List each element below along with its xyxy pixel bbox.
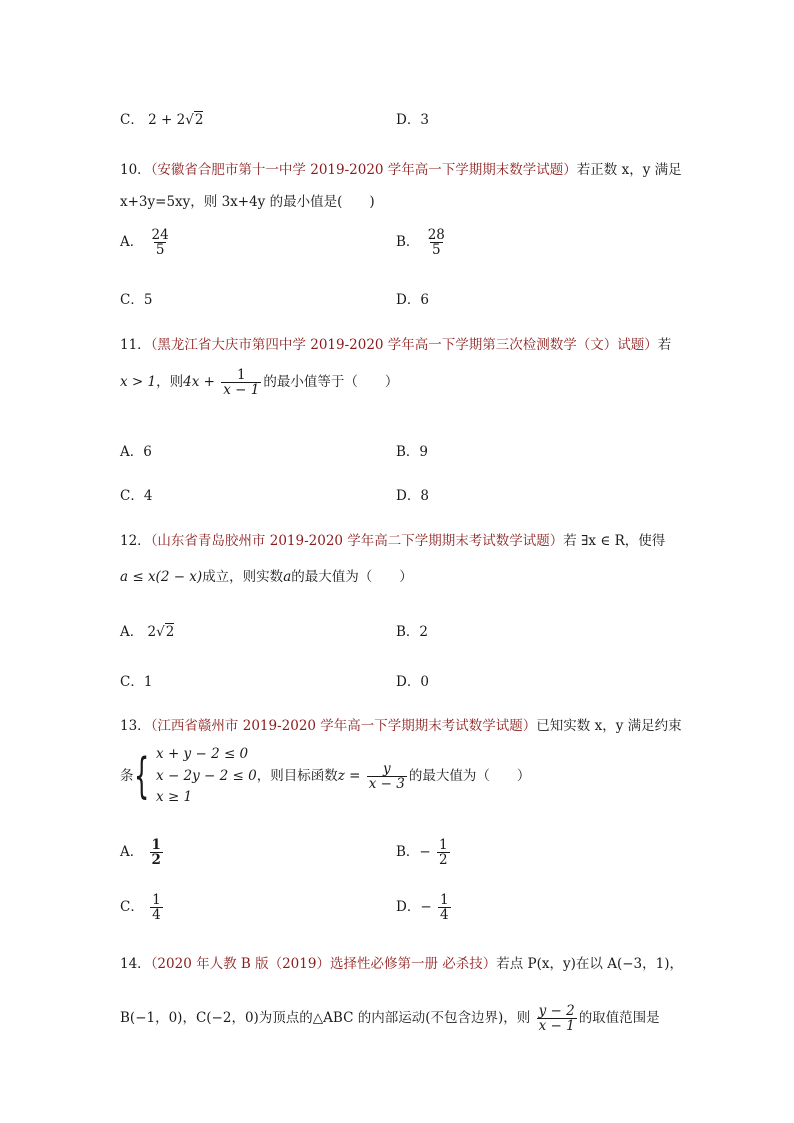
q13-constraints: x + y − 2 ≤ 0 x − 2y − 2 ≤ 0 x ≥ 1 (156, 746, 257, 806)
q13-source: （江西省赣州市 2019-2020 学年高一下学期期末考试数学试题） (150, 718, 537, 734)
q13-option-a: A． $\frac{1}{2}$ (120, 837, 161, 869)
q13-stem-line2: 条{ x + y − 2 ≤ 0 x − 2y − 2 ≤ 0 x ≥ 1 ，则目标函数z = $\frac{y}{x - 3}$ 的最大值为（ ） (120, 744, 530, 809)
q10-stem-line1: 10．（安徽省合肥市第十一中学 2019-2020 学年高一下学期期末数学试题）若正数 x，y 满足 (120, 162, 682, 178)
q12-option-a: A． 2√2 (120, 624, 175, 640)
q10-option-a: A． $\frac{24}{5}$ (120, 227, 169, 259)
q11-stem-line1: 11．（黑龙江省大庆市第四中学 2019-2020 学年高一下学期第三次检测数学（文）试题）若 (120, 337, 672, 353)
q14-stem-line1: 14．（2020 年人教 B 版（2019）选择性必修第一册 必杀技）若点 P(x，y)在以 A(−3，1)， (120, 956, 683, 972)
q12-stem-line1: 12．（山东省青岛胶州市 2019-2020 学年高二下学期期末考试数学试题）若 ∃x ∈ R，使得 (120, 533, 666, 549)
q10-option-b: B． $\frac{28}{5}$ (396, 227, 445, 259)
q10-source: （安徽省合肥市第十一中学 2019-2020 学年高一下学期期末数学试题） (150, 162, 577, 178)
q11-source: （黑龙江省大庆市第四中学 2019-2020 学年高一下学期第三次检测数学（文）试题） (150, 337, 658, 353)
q13-option-c: C． $\frac{1}{4}$ (120, 892, 161, 924)
q11-option-b: B．9 (396, 444, 429, 460)
q12-option-b: B．2 (396, 624, 429, 640)
q9-option-c: C． 2 + 2√2 (120, 112, 204, 128)
q14-source: （2020 年人教 B 版（2019）选择性必修第一册 必杀技） (150, 956, 497, 972)
q11-option-a: A．6 (120, 444, 152, 460)
q11-stem-line2: x > 1，则4x + $\frac{1}{x - 1}$ 的最小值等于（ ） (120, 367, 399, 399)
q13-stem-line1: 13．（江西省赣州市 2019-2020 学年高一下学期期末考试数学试题）已知实数 x，y 满足约束 (120, 718, 682, 734)
q10-option-c: C．5 (120, 292, 153, 308)
q13-option-b: B．− $\frac{1}{2}$ (396, 837, 448, 869)
q11-option-c: C．4 (120, 488, 153, 504)
q10-stem-line2: x+3y=5xy，则 3x+4y 的最小值是( ) (120, 194, 375, 210)
q14-stem-line2: B(−1，0)，C(−2，0)为顶点的△ABC 的内部运动(不包含边界)，则 $\frac{y - 2}{x - 1}$ 的取值范围是 (120, 1003, 660, 1035)
q12-source: （山东省青岛胶州市 2019-2020 学年高二下学期期末考试数学试题） (150, 533, 564, 549)
q13-brace: { (133, 748, 149, 805)
q9-option-d: D．3 (396, 112, 429, 128)
q11-option-d: D．8 (396, 488, 429, 504)
q12-option-c: C．1 (120, 674, 153, 690)
q12-option-d: D．0 (396, 674, 429, 690)
q12-stem-line2: a ≤ x(2 − x)成立，则实数a的最大值为（ ） (120, 569, 413, 585)
q9-option-c-expr: 2 + 2√2 (148, 112, 204, 128)
q10-option-d: D．6 (396, 292, 429, 308)
q13-option-d: D．− $\frac{1}{4}$ (396, 892, 449, 924)
q12-option-a-expr: 2√2 (147, 624, 175, 640)
